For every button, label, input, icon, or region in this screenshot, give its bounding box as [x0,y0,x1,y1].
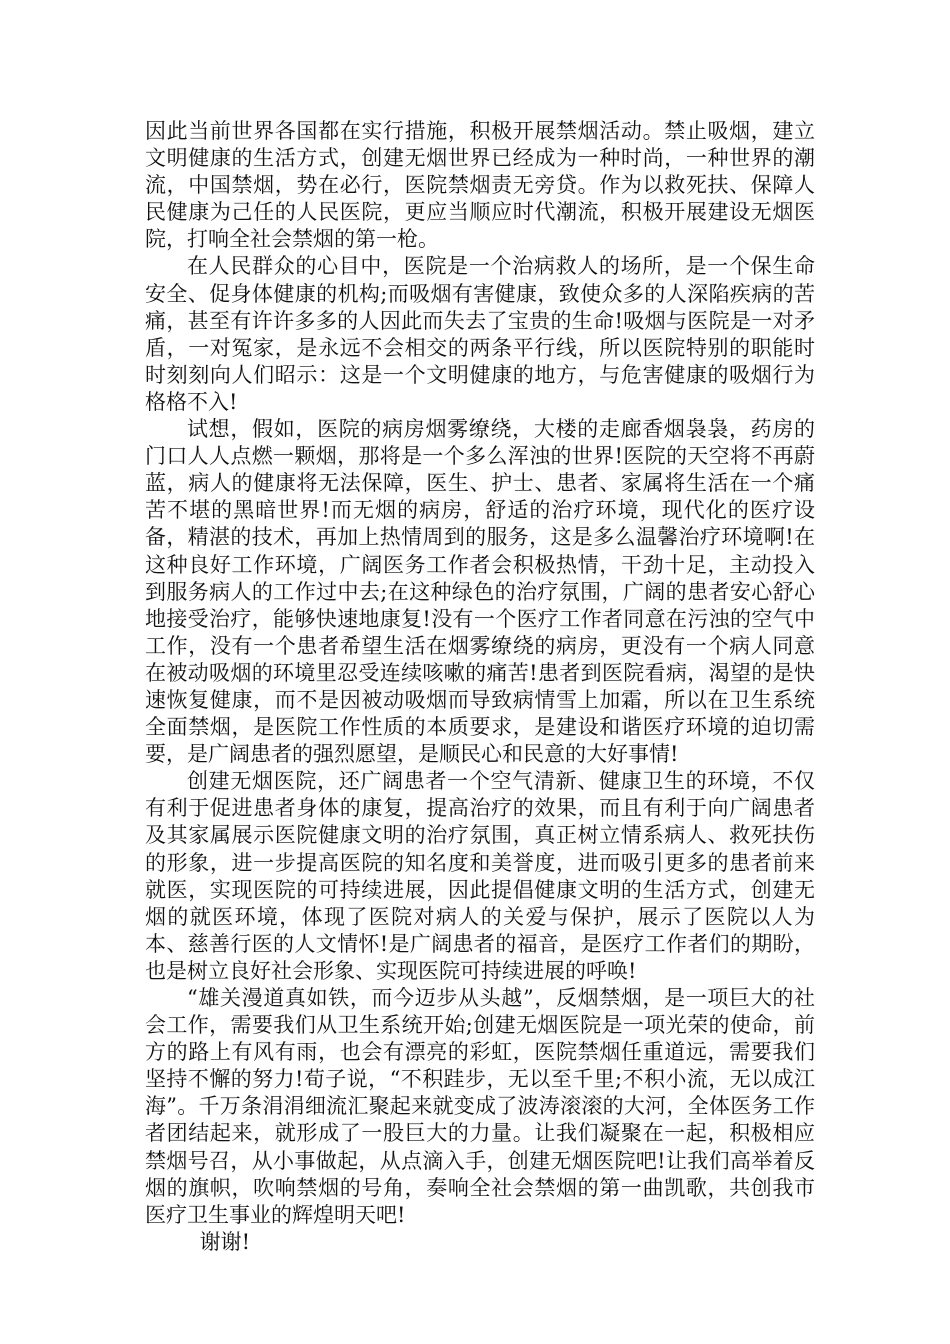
closing-thanks: 谢谢! [199,1229,251,1254]
paragraph-4: 创建无烟医院，还广阔患者一个空气清新、健康卫生的环境，不仅有利于促进患者身体的康复，提高治疗的效果，而且有利于向广阔患者及其家属展示医院健康文明的治疗氛围，真正树立情系病人、救死扶伤的形象，进一步提高医院的知名度和美誉度，进而吸引更多的患者前来就医，实现医院的可持续进展，因此提倡健康文明的生活方式，创建无烟的就医环境，体现了医院对病人的关爱与保护，展示了医院以人为本、慈善行医的人文情怀!是广阔患者的福音，是医疗工作者们的期盼，也是树立良好社会形象、实现医院可持续进展的呼唤! [145,769,815,983]
paragraph-3: 试想，假如，医院的病房烟雾缭绕，大楼的走廊香烟袅袅，药房的门口人人点燃一颗烟，那将是一个多么浑浊的世界!医院的天空将不再蔚蓝，病人的健康将无法保障，医生、护士、患者、家属将生活在一个痛苦不堪的黑暗世界!而无烟的病房，舒适的治疗环境，现代化的医疗设备，精湛的技术，再加上热情周到的服务，这是多么温馨治疗环境啊!在这种良好工作环境，广阔医务工作者会积极热情，干劲十足，主动投入到服务病人的工作过中去;在这种绿色的治疗氛围，广阔的患者安心舒心地接受治疗，能够快速地康复!没有一个医疗工作者同意在污浊的空气中工作，没有一个患者希望生活在烟雾缭绕的病房，更没有一个病人同意在被动吸烟的环境里忍受连续咳嗽的痛苦!患者到医院看病，渴望的是快速恢复健康，而不是因被动吸烟而导致病情雪上加霜，所以在卫生系统全面禁烟，是医院工作性质的本质要求，是建设和谐医疗环境的迫切需要，是广阔患者的强烈愿望，是顺民心和民意的大好事情! [145,417,815,767]
paragraph-5: “雄关漫道真如铁，而今迈步从头越”，反烟禁烟，是一项巨大的社会工作，需要我们从卫生系统开始;创建无烟医院是一项光荣的使命，前方的路上有风有雨，也会有漂亮的彩虹，医院禁烟任重道远，需要我们坚持不懈的努力!荀子说，“不积跬步，无以至千里;不积小流，无以成江海”。千万条涓涓细流汇聚起来就变成了波涛滚滚的大河，全体医务工作者团结起来，就形成了一股巨大的力量。让我们凝聚在一起，积极相应禁烟号召，从小事做起，从点滴入手，创建无烟医院吧!让我们高举着反烟的旗帜，吹响禁烟的号角，奏响全社会禁烟的第一曲凯歌，共创我市医疗卫生事业的辉煌明天吧! [145,986,815,1227]
paragraph-2: 在人民群众的心目中，医院是一个治病救人的场所，是一个保生命安全、促身体健康的机构;而吸烟有害健康，致使众多的人深陷疾病的苦痛，甚至有许许多多的人因此而失去了宝贵的生命!吸烟与医院是一对矛盾，一对冤家，是永远不会相交的两条平行线，所以医院特别的职能时时刻刻向人们昭示：这是一个文明健康的地方，与危害健康的吸烟行为格格不入! [145,254,815,414]
document-page [145,118,815,1256]
paragraph-1: 因此当前世界各国都在实行措施，积极开展禁烟活动。禁止吸烟，建立文明健康的生活方式，创建无烟世界已经成为一种时尚，一种世界的潮流，中国禁烟，势在必行，医院禁烟责无旁贷。作为以救死扶、保障人民健康为己任的人民医院，更应当顺应时代潮流，积极开展建设无烟医院，打响全社会禁烟的第一枪。 [145,119,815,252]
